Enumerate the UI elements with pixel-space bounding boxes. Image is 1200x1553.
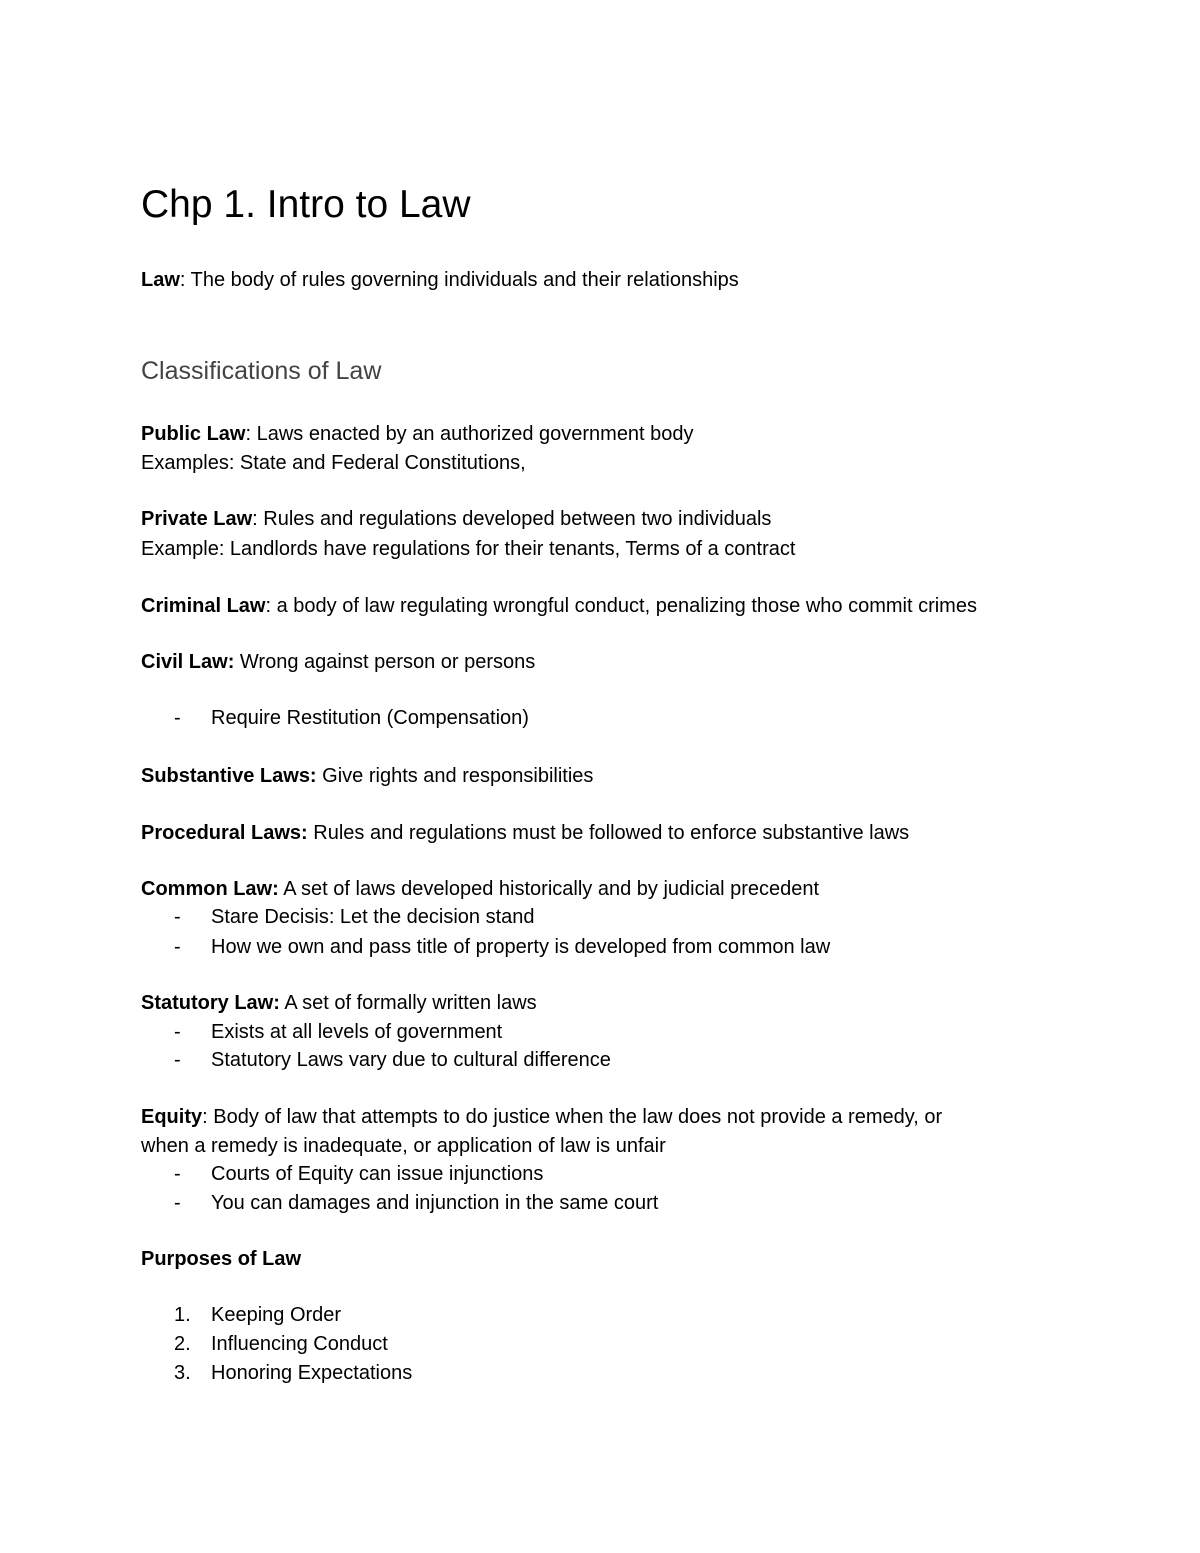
- term-civil-law: Civil Law:: [141, 651, 235, 673]
- equity-definition-continued: when a remedy is inadequate, or application of law is unfair: [141, 1135, 666, 1157]
- term-equity: Equity: [141, 1106, 203, 1128]
- term-statutory-law: Statutory Law:: [141, 992, 280, 1014]
- term-substantive-laws: Substantive Laws:: [141, 765, 317, 787]
- page-title: Chp 1. Intro to Law: [141, 183, 471, 226]
- term-common-law: Common Law:: [141, 878, 279, 900]
- document-page: Chp 1. Intro to Law Law: The body of rules governing individuals and their relationships Classifications of Law Public Law: Laws enacted by an authorized government body Examples: State and Federal Constitutions, Private Law: Rules and regulations developed between two individuals Example: Landlords have regulations for their tenants, Terms of a contract Criminal Law: a body of law regulating wrongful conduct, penalizing those who commit crimes Civil Law: Wrong against person or persons - Require Restitution (Compensation) Substantive Laws: Give rights and responsibilities Procedural Laws: Rules and regulations must be followed to enforce substantive laws Common Law: A set of laws developed historically and by judicial precedent - Stare Decisis: Let the decision stand - How we own and pass title of property is developed from common law Statutory Law: A set of formally written laws - Exists at all levels of government - Statutory Laws vary due to cultural difference Equity: Body of law that attempts to do justice when the law does not provide a remedy, or when a remedy is inadequate, or application of law is unfair - Courts of Equity can issue injunctions - You can damages and injunction in the same court Purposes of Law 1. Keeping Order 2. Influencing Conduct 3. Honoring Expectations: [141, 183, 977, 1384]
- statutory-law-definition: Statutory Law: A set of formally written laws: [141, 992, 537, 1014]
- criminal-law-definition: Criminal Law: a body of law regulating wrongful conduct, penalizing those who commit crimes: [141, 595, 977, 617]
- term-criminal-law: Criminal Law: [141, 595, 266, 617]
- term-public-law: Public Law: [141, 423, 246, 445]
- procedural-laws-definition: Procedural Laws: Rules and regulations must be followed to enforce substantive laws: [141, 822, 910, 844]
- law-definition: Law: The body of rules governing individuals and their relationships: [141, 269, 739, 291]
- equity-definition: Equity: Body of law that attempts to do justice when the law does not provide a remedy, or: [141, 1106, 943, 1128]
- private-law-example: Example: Landlords have regulations for their tenants, Terms of a contract: [141, 538, 796, 560]
- civil-law-definition: Civil Law: Wrong against person or persons: [141, 651, 536, 673]
- purposes-heading: Purposes of Law: [141, 1248, 302, 1270]
- term-procedural-laws: Procedural Laws:: [141, 822, 308, 844]
- private-law-definition: Private Law: Rules and regulations developed between two individuals: [141, 508, 772, 530]
- public-law-example: Examples: State and Federal Constitutions,: [141, 452, 526, 474]
- definition-law: The body of rules governing individuals and their relationships: [185, 269, 739, 291]
- section-heading: Classifications of Law: [141, 357, 382, 385]
- substantive-laws-definition: Substantive Laws: Give rights and responsibilities: [141, 765, 594, 787]
- term-private-law: Private Law: [141, 508, 253, 530]
- term-law: Law: [141, 269, 180, 291]
- common-law-definition: Common Law: A set of laws developed historically and by judicial precedent: [141, 878, 820, 900]
- public-law-definition: Public Law: Laws enacted by an authorized government body: [141, 423, 694, 445]
